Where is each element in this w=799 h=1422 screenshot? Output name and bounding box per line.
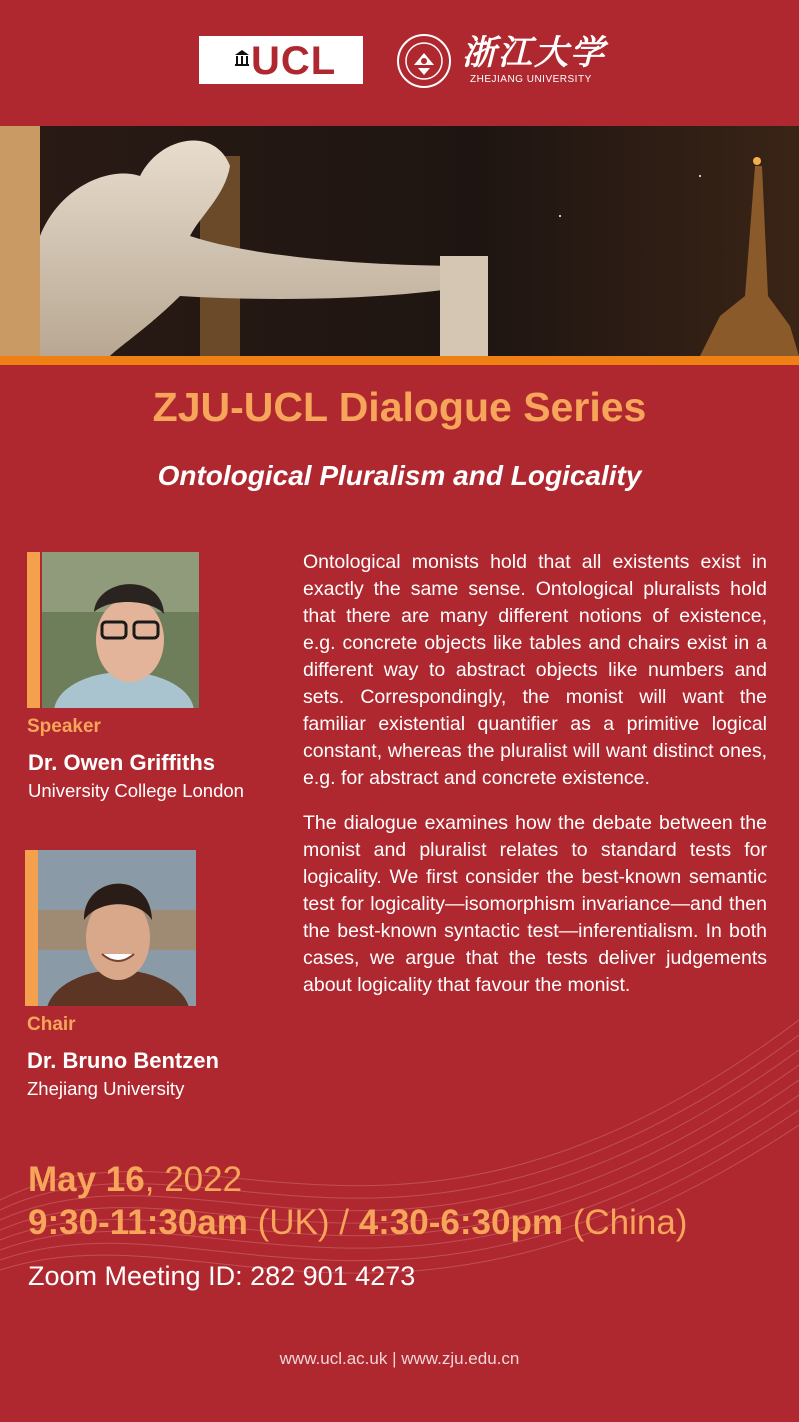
event-time <box>28 1203 687 1243</box>
speaker-role-label: Speaker <box>27 716 101 737</box>
talk-title: Ontological Pluralism and Logicality <box>157 460 642 491</box>
abstract-paragraph: Ontological monists hold that all existents exist in exactly the same sense. Ontological pluralists hold that there are many different notions of existence, e.g. concrete objects like tables and chairs exist in a different way to abstract objects like numbers and sets. Correspondingly, the monist will want the familiar existential quantifier as a primitive logical constant, whereas the pluralist will want distinct ones, e.g. for abstract and concrete existence. <box>303 551 767 789</box>
abstract <box>303 549 767 1017</box>
uk-time-label: (UK) / <box>247 1203 359 1242</box>
banner-image <box>0 126 799 356</box>
event-date <box>28 1160 242 1200</box>
speaker-name: Dr. Owen Griffiths <box>28 750 216 775</box>
zju-logo-english: ZHEJIANG UNIVERSITY <box>470 74 592 85</box>
chair-affiliation: Zhejiang University <box>27 1078 185 1099</box>
china-time: 4:30-6:30pm <box>358 1203 563 1242</box>
ucl-logo-text: UCL <box>251 39 337 83</box>
footer-links: www.ucl.ac.uk | www.zju.edu.cn <box>279 1349 520 1368</box>
event-date-day: May 16 <box>28 1160 145 1199</box>
photo-accent-bar <box>25 850 38 1006</box>
china-time-label: (China) <box>562 1203 688 1242</box>
speaker-affiliation: University College London <box>28 780 244 801</box>
event-date-year: , 2022 <box>144 1160 243 1199</box>
speaker-photo <box>42 552 199 708</box>
ucl-logo <box>199 36 363 84</box>
chair-name: Dr. Bruno Bentzen <box>27 1048 219 1073</box>
chair-photo-frame <box>25 850 196 1006</box>
photo-accent-bar <box>27 552 40 708</box>
abstract-paragraph: The dialogue examines how the debate between the monist and pluralist relates to standard tests for logicality. We first consider the best-known semantic test for logicality—isomorphism invariance—and then the best-known syntactic test—inferentialism. In both cases, we argue that the tests deliver judgements about logicality that favour the monist. <box>303 812 767 996</box>
zju-logo-chinese: 浙江大学 <box>462 33 606 73</box>
zoom-meeting-id: Zoom Meeting ID: 282 901 4273 <box>28 1261 416 1291</box>
series-title: ZJU-UCL Dialogue Series <box>152 384 647 430</box>
uk-time: 9:30-11:30am <box>28 1203 248 1242</box>
chair-role-label: Chair <box>27 1014 76 1035</box>
chair-photo <box>38 850 196 1006</box>
portico-icon <box>235 50 249 66</box>
zju-seal-icon <box>396 33 452 89</box>
banner-divider <box>0 356 799 365</box>
speaker-photo-frame <box>27 552 199 708</box>
